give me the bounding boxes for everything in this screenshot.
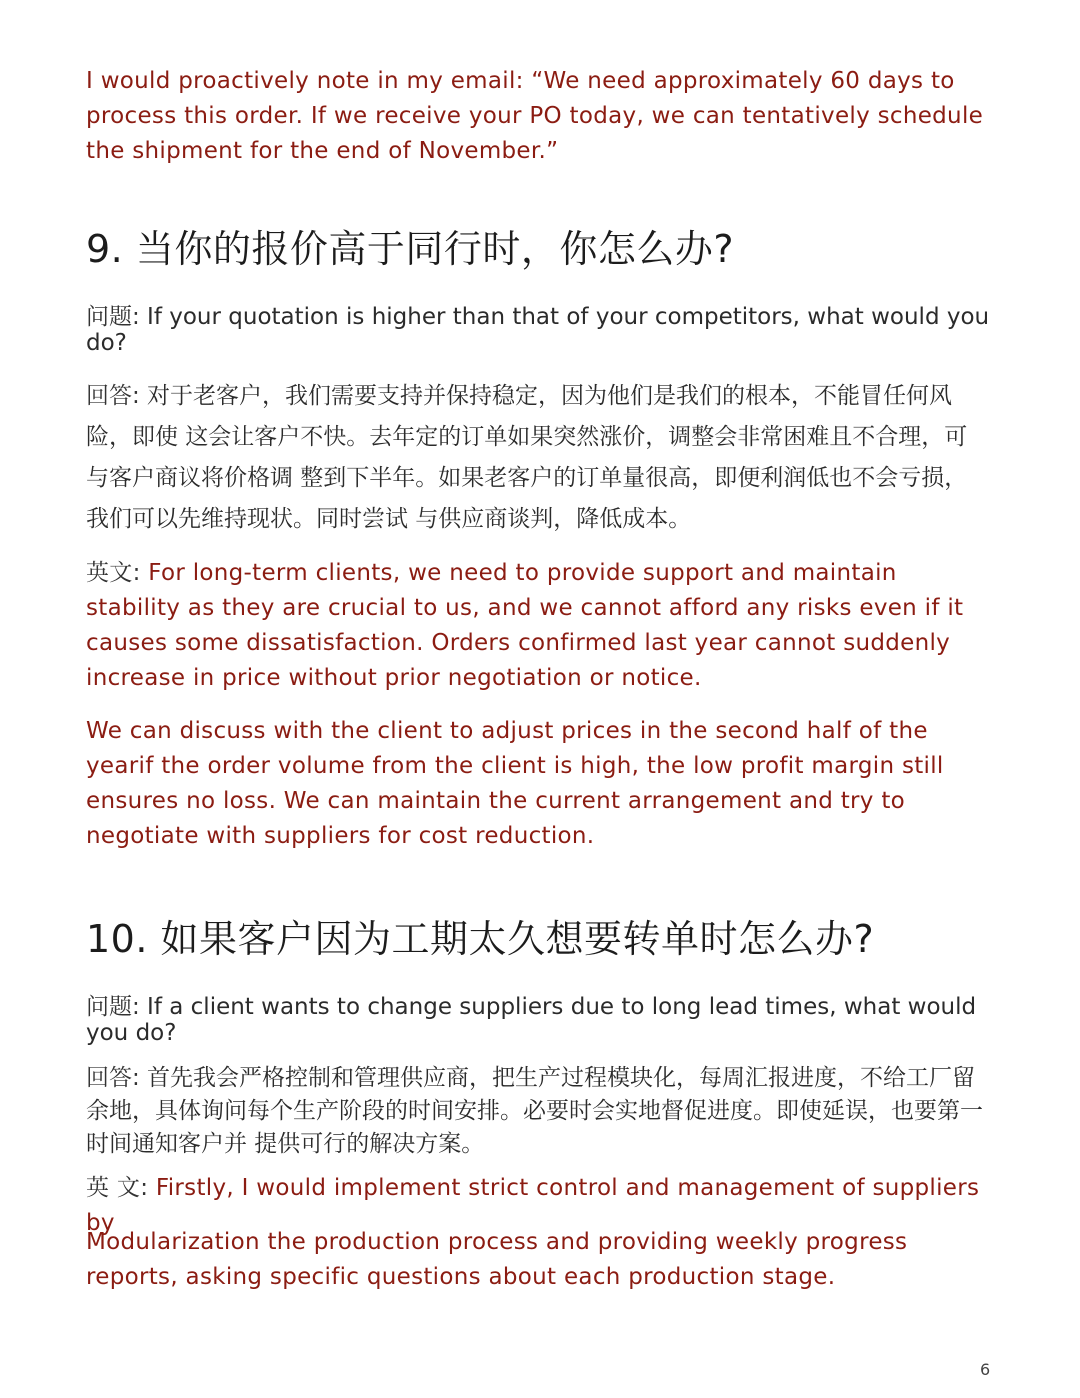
section-10-answer [86,1062,990,1161]
section-9-heading: 9. 当你的报价高于同行时，你怎么办? [86,227,735,271]
question-label: 问题: [86,994,140,1020]
answer-text: 对于老客户，我们需要支持并保持稳定，因为他们是我们的根本，不能冒任何风险，即使 这会让客户不快。去年定的订单如果突然涨价，调整会非常困难且不合理，可与客户商议将价格调 整到下半年。如果老客户的订单量很高，即便利润低也不会亏损，我们可以先维持现状。同时尝试 与供应商谈判，降低成本。 [86,383,968,532]
section-10-question [86,994,990,1046]
answer-label: 回答: [86,1065,140,1091]
section-9-question [86,304,990,356]
section-10-english-p2: Modularization the production process and providing weekly progress reports, asking specific questions about each production stage. [86,1229,908,1290]
english-text: Firstly, I would implement strict control and management of suppliers by [86,1175,980,1236]
english-label: 英文: [86,560,141,586]
english-label: 英 文: [86,1175,149,1201]
section-9-english-p1 [86,556,990,696]
answer-text: 首先我会严格控制和管理供应商，把生产过程模块化，每周汇报进度，不给工厂留余地，具体询问每个生产阶段的时间安排。必要时会实地督促进度。即使延误，也要第一时间通知客户并 提供可行的解决方案。 [86,1065,983,1157]
section-10-heading: 10. 如果客户因为工期太久想要转单时怎么办? [86,917,875,961]
section-9-answer [86,376,990,540]
question-label: 问题: [86,304,140,330]
page-number: 6 [980,1360,991,1379]
intro-paragraph: I would proactively note in my email: “We need approximately 60 days to process this order. If we receive your PO today, we can tentatively schedule the shipment for the end of November.” [86,68,984,164]
question-text: If a client wants to change suppliers due to long lead times, what would you do? [86,994,977,1046]
section-9-english-p2: We can discuss with the client to adjust prices in the second half of the yearif the order volume from the client is high, the low profit margin still ensures no loss. We can maintain the current arrangement and try to negotiate with suppliers for cost reduction. [86,718,944,849]
answer-label: 回答: [86,383,140,409]
question-text: If your quotation is higher than that of your competitors, what would you do? [86,304,990,356]
english-text: For long-term clients, we need to provide support and maintain stability as they are crucial to us, and we cannot afford any risks even if it causes some dissatisfaction. Orders confirmed last year cannot suddenly increase in price without prior negotiation or notice. [86,560,964,691]
